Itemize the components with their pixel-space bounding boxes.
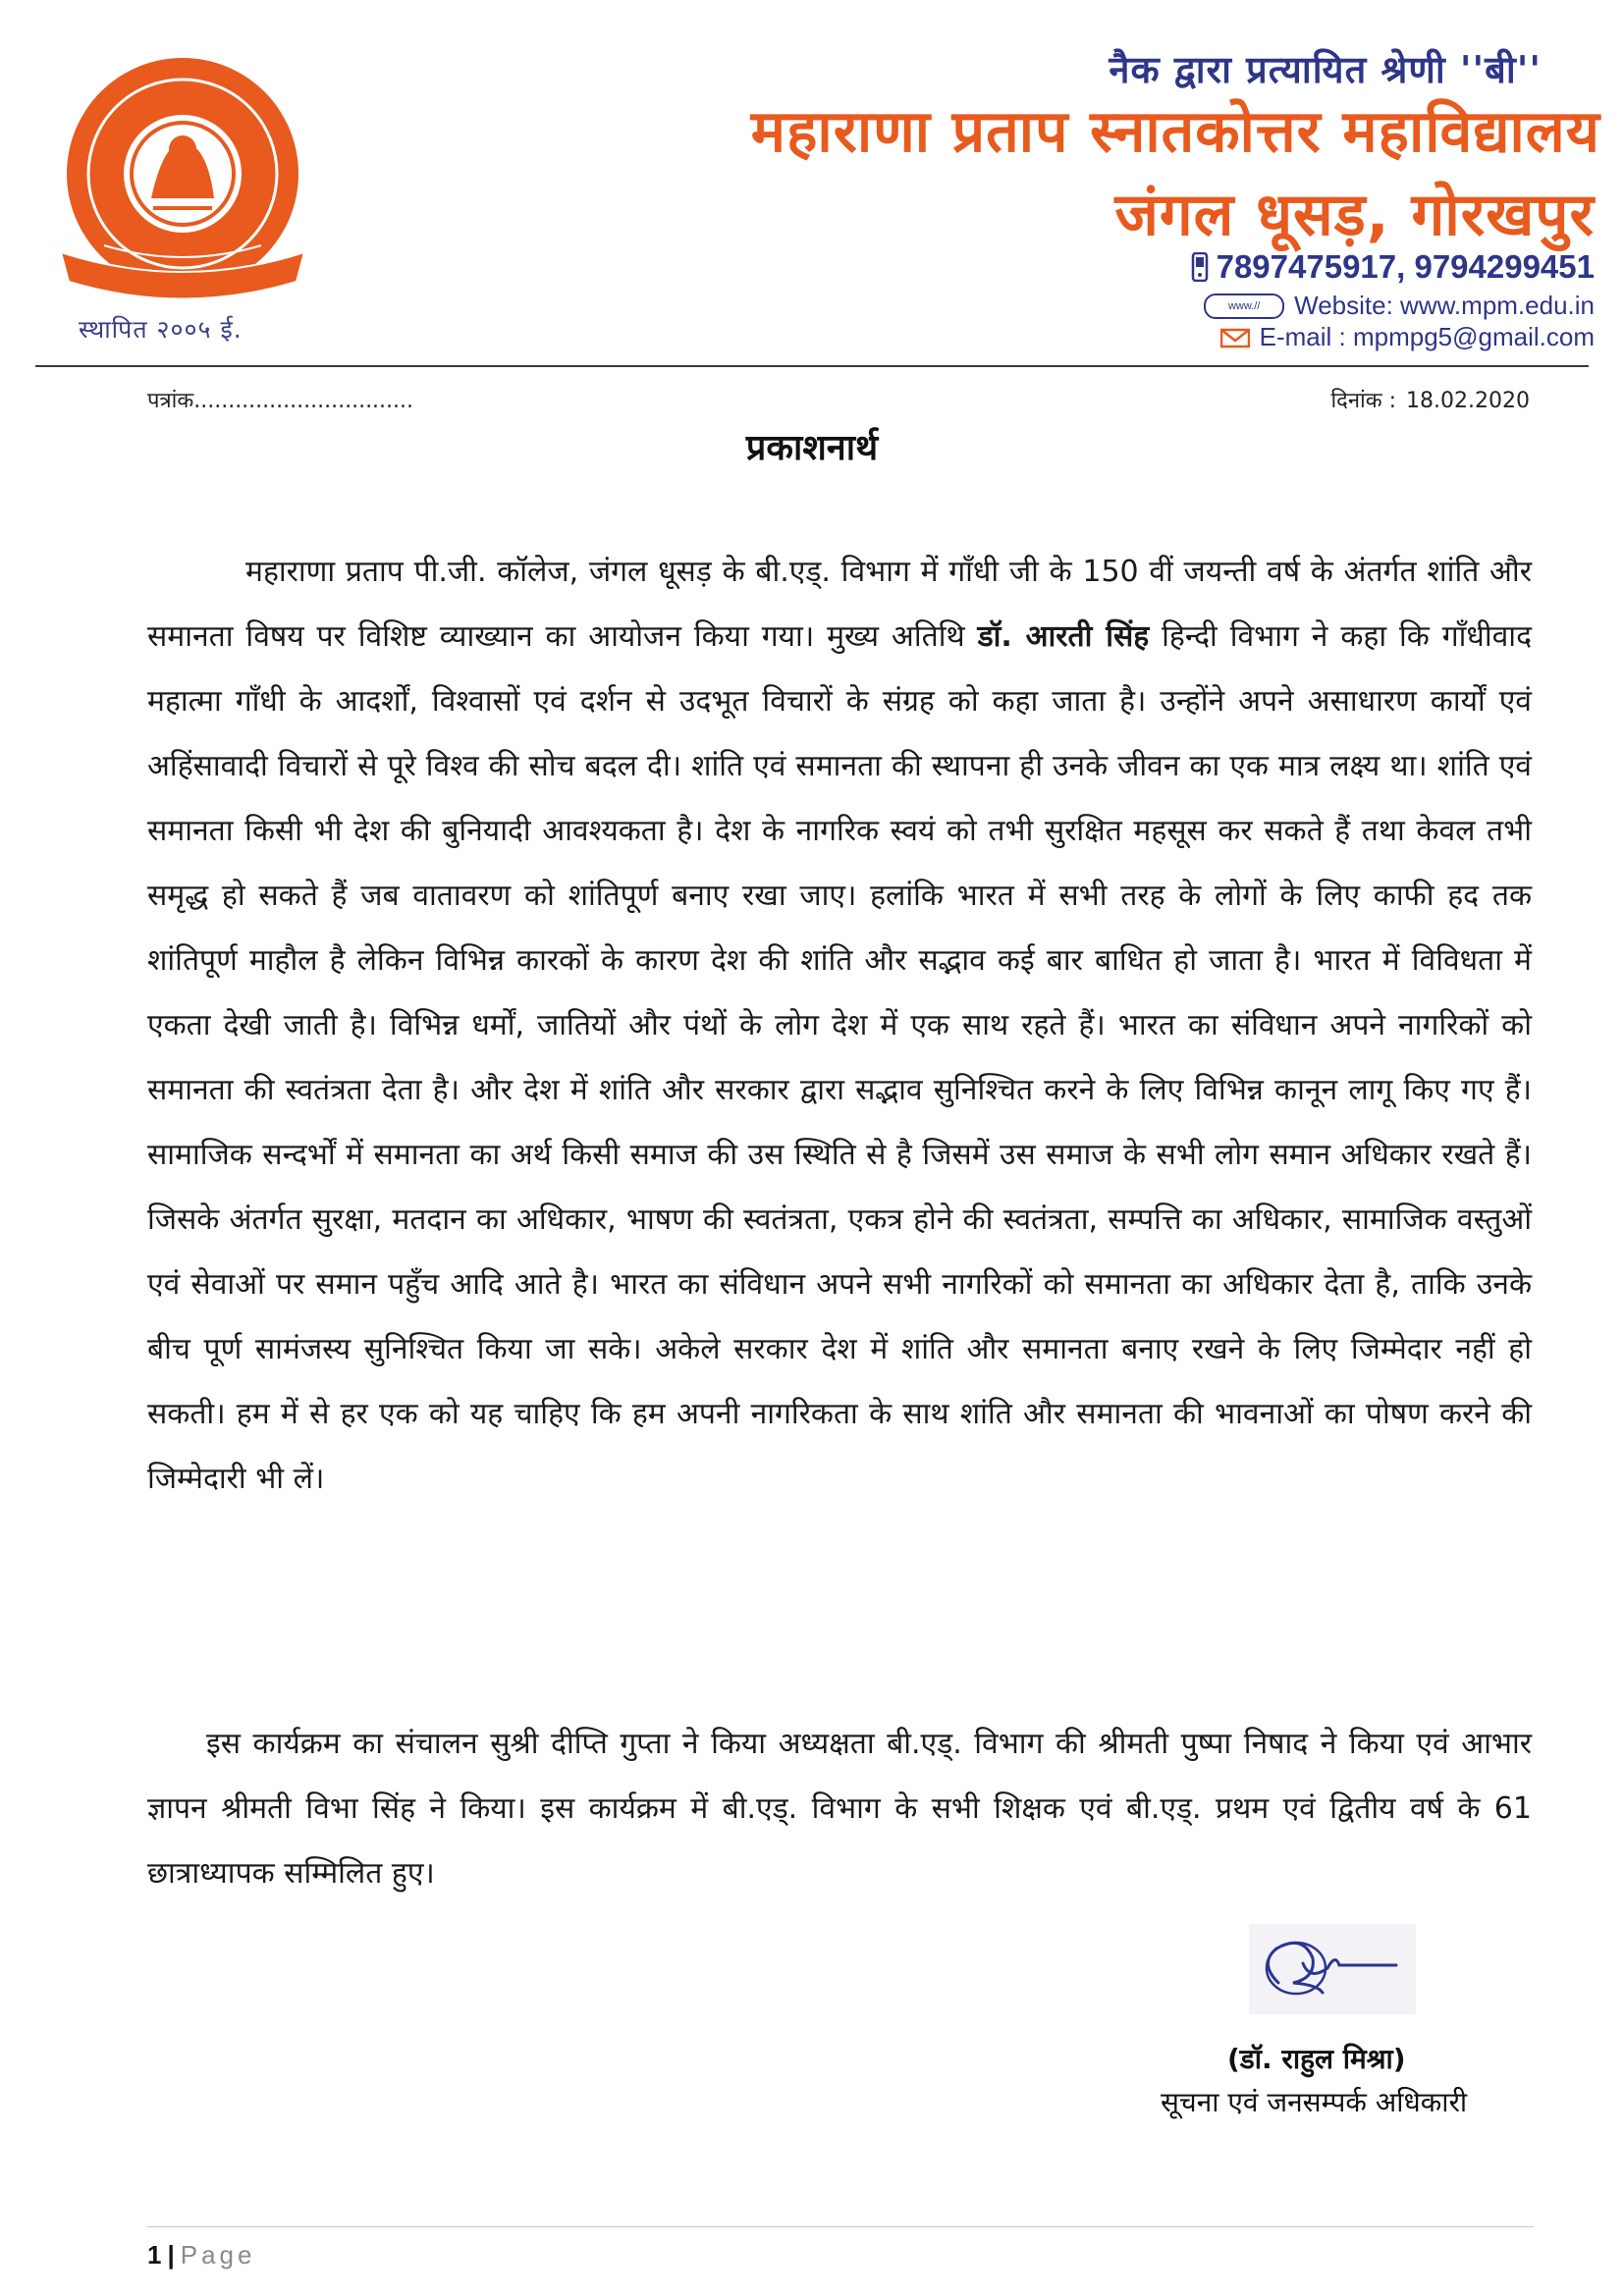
- body-paragraph-1: [147, 540, 1532, 1512]
- page-number: 1: [147, 2240, 162, 2269]
- letter-heading: प्रकाशनार्थ: [745, 428, 879, 468]
- signatory-name: (डॉ. राहुल मिश्रा): [1227, 2043, 1406, 2075]
- website-link[interactable]: Website: www.mpm.edu.in: [1294, 291, 1595, 320]
- established-year: स्थापित २००५ ई.: [79, 315, 243, 344]
- globe-icon: www.//: [1204, 294, 1284, 319]
- website-row: [1204, 291, 1595, 321]
- footer-divider: [147, 2226, 1534, 2227]
- body-paragraph-2: इस कार्यक्रम का संचालन सुश्री दीप्ति गुप्ता ने किया अध्यक्षता बी.एड्. विभाग की श्रीमती पुष्पा निषाद ने किया एवं आभार ज्ञापन श्रीमती विभा सिंह ने किया। इस कार्यक्रम में बी.एड्. विभाग के सभी शिक्षक एवं बी.एड्. प्रथम एवं द्वितीय वर्ष के 61 छात्राध्यापक सम्मिलित हुए।: [147, 1727, 1532, 1891]
- date-value: 18.02.2020: [1406, 389, 1530, 413]
- date-label: दिनांक :: [1330, 389, 1397, 413]
- phone-row: [1191, 248, 1595, 286]
- signature-image: [1249, 1924, 1416, 2014]
- phone-numbers: 7897475917, 9794299451: [1216, 248, 1595, 285]
- chief-guest-name: डॉ. आरती सिंह: [977, 619, 1150, 654]
- page-label: Page: [180, 2240, 256, 2269]
- phone-icon: [1191, 252, 1209, 282]
- page-footer: [147, 2240, 255, 2270]
- college-seal-logo: [35, 51, 330, 316]
- footer-separator: |: [167, 2240, 175, 2269]
- date-line: [1330, 385, 1530, 414]
- naac-accreditation: नैक द्वारा प्रत्यायित श्रेणी ''बी'': [1109, 48, 1542, 91]
- mail-icon: [1220, 327, 1250, 348]
- reference-number: पत्रांक................................: [147, 389, 414, 413]
- para1-rest: हिन्दी विभाग ने कहा कि गाँधीवाद महात्मा गाँधी के आदर्शों, विश्वासों एवं दर्शन से उदभूत विचारों के संग्रह को कहा जाता है। उन्होंने अपने असाधारण कार्यों एवं अहिंसावादी विचारों से पूरे विश्व की सोच बदल दी। शांति एवं समानता की स्थापना ही उनके जीवन का एक मात्र लक्ष्य था। शांति एवं समानता किसी भी देश की बुनियादी आवश्यकता है। देश के नागरिक स्वयं को तभी सुरक्षित महसूस कर सकते हैं तथा केवल तभी समृद्ध हो सकते हैं जब वातावरण को शांतिपूर्ण बनाए रखा जाए। हलांकि भारत में सभी तरह के लोगों के लिए काफी हद तक शांतिपूर्ण माहौल है लेकिन विभिन्न कारकों के कारण देश की शांति और सद्भाव कई बार बाधित हो जाता है। भारत में विविधता में एकता देखी जाती है। विभिन्न धर्मों, जातियों और पंथों के लोग देश में एक साथ रहते हैं। भारत का संविधान अपने नागरिकों को समानता की स्वतंत्रता देता है। और देश में शांति और सरकार द्वारा सद्भाव सुनिश्चित करने के लिए विभिन्न कानून लागू किए गए हैं। सामाजिक सन्दर्भों में समानता का अर्थ किसी समाज की उस स्थिति से है जिसमें उस समाज के सभी लोग समान अधिकार रखते हैं। जिसके अंतर्गत सुरक्षा, मतदान का अधिकार, भाषण की स्वतंत्रता, एकत्र होने की स्वतंत्रता, सम्पत्ति का अधिकार, सामाजिक वस्तुओं एवं सेवाओं पर समान पहुँच आदि आते है। भारत का संविधान अपने सभी नागरिकों को समानता का अधिकार देता है, ताकि उनके बीच पूर्ण सामंजस्य सुनिश्चित किया जा सके। अकेले सरकार देश में शांति और समानता बनाए रखने के लिए जिम्मेदार नहीं हो सकती। हम में से हर एक को यह चाहिए कि हम अपनी नागरिकता के साथ शांति और समानता की भावनाओं का पोषण करने की जिम्मेदारी भी लें।: [147, 619, 1533, 1496]
- email-link[interactable]: E-mail : mpmpg5@gmail.com: [1259, 322, 1595, 351]
- email-row: [1220, 322, 1595, 352]
- college-place: जंगल धूसड़, गोरखपुर: [1114, 181, 1595, 249]
- signatory-title: सूचना एवं जनसम्पर्क अधिकारी: [1161, 2086, 1468, 2118]
- para1-lead: महाराणा प्रताप पी.जी. कॉलेज, जंगल धूसड़ के बी.एड्. विभाग में गाँधी जी के 150 वीं जयन्ती वर्ष के अंतर्गत शांति और समानता विषय पर विशिष्ट व्याख्यान का आयोजन किया गया। मुख्य अतिथि: [147, 555, 1532, 654]
- college-name: महाराणा प्रताप स्नातकोत्तर महाविद्यालय: [750, 97, 1600, 165]
- header-divider: [35, 365, 1589, 367]
